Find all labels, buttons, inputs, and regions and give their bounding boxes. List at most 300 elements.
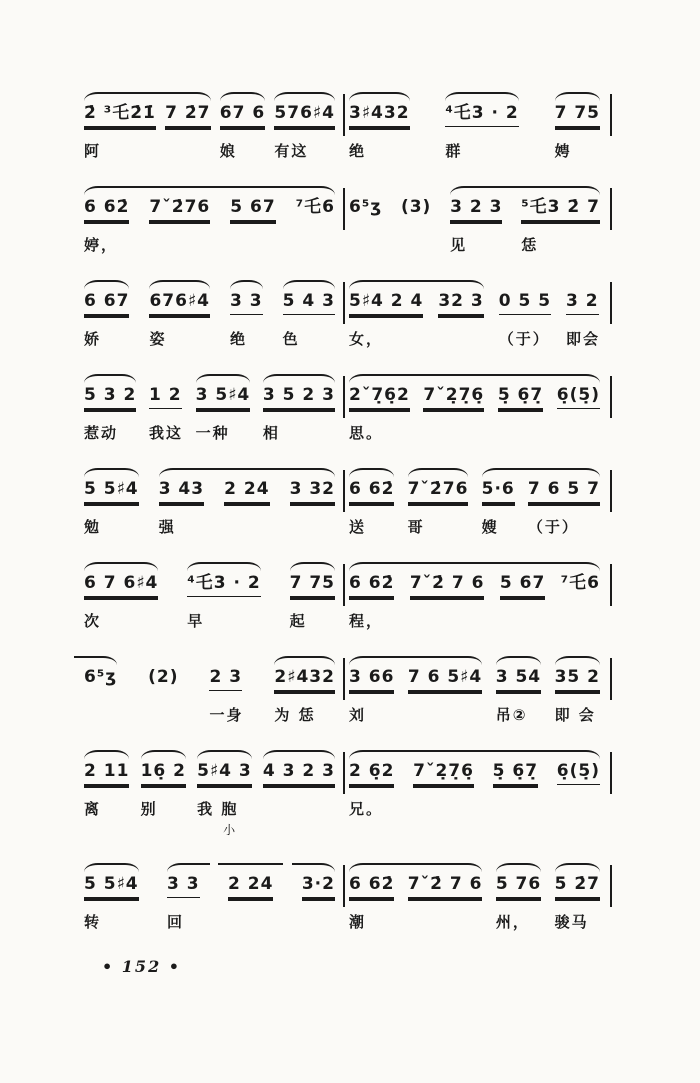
slur-arc [555,92,600,101]
note-text: 6 62̇ [349,478,394,503]
note-text: 5̣ 6̣7̣ [493,760,538,785]
note-group [493,750,538,816]
note-group [445,92,518,161]
score-line [84,92,612,161]
note-group [196,374,251,443]
note-text: 5 67 [230,196,275,221]
slur-arc [74,656,117,665]
slur-spacer [566,280,600,289]
note-group [263,374,335,443]
note-group [84,468,139,537]
lyric-text: 早 [187,612,205,630]
note-text: 3 43 [159,478,204,503]
note-text: 6⁵ʒ [84,667,118,687]
note-text: 7ˇ2̇76 [408,478,469,503]
note-text: 7 75 [290,572,335,597]
note-group [84,863,139,932]
lyric-text: 见 [450,236,468,254]
slur-arc [286,186,335,195]
note-text: 3 2 3 [450,196,502,221]
slur-arc [413,374,494,383]
note-group [84,186,129,255]
barline [610,564,612,606]
note-text: 676♯4 [149,290,210,315]
note-group [159,468,204,537]
note-text: 2 24 [228,873,273,898]
lyric-text: 送 [349,518,367,536]
lyric-text: 一身 [209,706,244,724]
note-text: 7 2̇7 [165,102,210,127]
slur-arc [187,562,260,571]
note-text: 3 5 2 3 [263,384,335,409]
lyric-text: 我这 [148,424,183,442]
barline [610,282,612,324]
note-group [84,92,156,161]
note-group [224,468,269,534]
lyric-text: 州， [495,913,530,931]
note-text: 7ˇ2̇76 [149,196,210,221]
slur-arc [84,92,166,101]
measure [349,656,600,725]
slur-arc [196,374,251,383]
note-group [349,468,394,537]
note-group [499,280,551,349]
note-text: ⁷乇6 [295,197,335,217]
lyric-text: 相 [262,424,280,442]
barline [343,865,345,907]
slur-arc [84,186,139,195]
slur-arc [349,863,404,872]
measure [349,280,600,349]
note-text: 6̣(5̣) [557,760,600,785]
note-group [349,280,423,349]
lyric-text: 有这 [274,142,309,160]
measure [84,468,335,537]
note-group [496,656,541,725]
slur-arc [551,562,600,571]
measure [84,186,335,255]
slur-arc [450,186,512,195]
measure [349,863,600,932]
measure [84,656,335,725]
note-text: 2♯432 [274,666,335,691]
lyric-text: 嫂 [481,518,499,536]
slur-arc [349,468,394,477]
slur-arc [274,656,335,665]
slur-arc [349,656,404,665]
slur-arc [408,468,469,477]
note-group [187,562,260,631]
note-text: 2 11 [84,760,129,785]
lyric-text: 程， [349,612,384,630]
note-group [165,92,210,158]
note-text: ⁵乇3 2̇ 7 [521,196,600,221]
score-line [84,863,612,932]
slur-arc [398,863,483,872]
note-text: 6̣(5̣) [557,384,600,409]
note-text: 7ˇ2̣7̣6̣ [413,760,474,785]
barline [343,188,345,230]
lyric-text: 思。 [349,424,384,442]
barline [343,376,345,418]
note-text: 5·6 [482,478,515,503]
slur-arc [547,750,600,759]
note-group [413,750,474,816]
slur-arc [220,186,285,195]
slur-arc [428,280,483,289]
slur-spacer [349,186,382,195]
lyric-text: 我 胞 [197,800,239,818]
note-text: 6⁵ʒ [349,197,383,217]
barline [343,94,345,136]
note-text: 576♯4 [274,102,335,127]
note-group [555,92,600,161]
note-group [274,92,335,161]
note-group [555,863,600,932]
lyric-text: 离 [84,800,102,818]
note-group [349,92,410,161]
lyric-text: 群 [445,142,463,160]
slur-arc [445,92,518,101]
note-text: 7 75 [555,102,600,127]
note-group [482,468,515,537]
measure [349,562,600,631]
note-group [349,863,394,932]
slur-arc [488,374,553,383]
lyric-text: 绝 [349,142,367,160]
slur-arc [167,863,210,872]
note-group [500,562,545,628]
note-group [401,186,431,251]
note-text: 3 5♯4 [196,384,251,409]
note-text: 5 2̇7 [555,873,600,898]
barline [343,564,345,606]
note-text: 0 5 5 [499,290,551,315]
slur-arc [197,750,252,759]
slur-arc [220,92,265,101]
note-group [349,656,394,725]
lyric-text: 阿 [84,142,102,160]
note-group [349,374,410,443]
slur-spacer [148,656,178,665]
note-group [209,656,243,725]
slur-arc [511,186,600,195]
lyric-text: 强 [158,518,176,536]
note-group [148,656,178,721]
lyric-text: 恁 [521,236,539,254]
note-group [84,280,129,349]
lyric-text: 惹动 [84,424,119,442]
slur-arc [280,468,335,477]
slur-arc [230,280,263,289]
note-group [349,750,394,819]
note-text: 2̇ ³乇2̇1̇ [84,102,156,127]
barline [610,865,612,907]
note-text: 5 5♯4 [84,873,139,898]
slur-arc [398,656,482,665]
lyric-text: 娉 [554,142,572,160]
slur-arc [274,92,335,101]
note-group [498,374,543,440]
note-group [450,186,502,255]
note-group [283,280,335,349]
note-text: 67 6 [220,102,265,127]
slur-arc [547,374,600,383]
measure [84,374,335,443]
note-group [296,186,335,251]
slur-arc [84,468,139,477]
note-group [84,562,158,631]
slur-arc [84,750,129,759]
slur-arc [555,656,600,665]
slur-arc [139,186,220,195]
note-group [408,468,469,537]
slur-arc [349,374,420,383]
barline [343,470,345,512]
slur-arc [159,468,214,477]
note-group [521,186,600,255]
lyric-text: 刘 [349,706,367,724]
lyric-text: 回 [167,913,185,931]
note-group [149,186,210,252]
slur-spacer [401,186,431,195]
note-text: 2 24 [224,478,269,503]
note-text: (3) [400,197,432,217]
note-group [561,562,600,627]
note-text: 5♯4 2 4 [349,290,423,315]
note-group [228,863,273,929]
lyric-text: （于） [527,518,579,536]
note-group [84,656,117,721]
note-group [167,863,200,932]
note-group [496,863,541,932]
score-line [84,374,612,443]
note-group [141,750,186,819]
note-text: (2) [148,667,179,687]
note-text: ⁴乇3 · 2 [445,102,518,127]
note-group [263,750,335,816]
measure [84,280,335,349]
slur-arc [490,562,555,571]
slur-arc [400,562,495,571]
lyric-text: 娘 [219,142,237,160]
barline [610,188,612,230]
slur-spacer [499,280,551,289]
note-group [230,280,263,349]
note-group [197,750,252,838]
note-text: 5̣ 6̣7̣ [498,384,543,409]
slur-arc [263,374,335,383]
barline [343,752,345,794]
score-line [84,468,612,537]
note-text: 2ˇ7̣6̣2 [349,384,410,409]
note-group [555,656,600,725]
barline [610,752,612,794]
barline [610,376,612,418]
lyric-text: （于） [498,330,550,348]
note-text: 3♯432 [349,102,410,127]
slur-arc [263,750,335,759]
lyric-text: 女， [349,330,384,348]
measure [349,374,600,443]
lyric-text: 绝 [230,330,248,348]
note-group [274,656,335,725]
note-text: 6 67 [84,290,129,315]
lyric-text: 一种 [195,424,230,442]
barline [610,658,612,700]
slur-arc [84,374,136,383]
note-text: 3·2 [302,873,335,898]
measure [84,750,335,838]
slur-arc [349,562,404,571]
note-group [290,468,335,534]
note-text: 7ˇ2̣7̣6̣ [423,384,484,409]
lyric-text: 色 [282,330,300,348]
slur-arc [214,468,279,477]
slur-arc [290,562,335,571]
note-group [566,280,600,349]
note-group [423,374,484,440]
slur-arc [84,863,139,872]
note-text: 3 3 [167,873,200,898]
slur-arc [518,468,600,477]
slur-arc [218,863,283,872]
barline [610,94,612,136]
note-text: 7ˇ2̇ 7 6 [410,572,485,597]
note-group [528,468,600,537]
note-text: 5 67 [500,572,545,597]
slur-arc [292,863,335,872]
measure [349,468,600,537]
lyric-text: 骏马 [554,913,589,931]
note-group [290,562,335,631]
note-text: 1 2 [149,384,182,409]
note-group [149,280,210,349]
slur-arc [141,750,186,759]
slur-arc [283,280,335,289]
note-group [408,863,483,929]
note-text: 4 3 2 3 [263,760,335,785]
lyric-text: 姿 [149,330,167,348]
note-text: 5 76 [496,873,541,898]
note-group [557,750,600,816]
score-line [84,186,612,255]
note-text: 32 3 [438,290,483,315]
note-text: 3 66 [349,666,394,691]
slur-arc [403,750,484,759]
note-text: 3 3 [230,290,263,315]
note-group [557,374,600,440]
lyric-text: 起 [289,612,307,630]
score-line [84,280,612,349]
slur-arc [349,92,410,101]
note-group [408,656,482,722]
note-text: 6 62̇ [84,196,129,221]
page-number: • 152 • [102,957,181,976]
measure [84,562,335,631]
note-text: 3 32 [290,478,335,503]
measure [349,92,600,161]
slur-arc [84,562,158,571]
slur-arc [349,280,433,289]
note-text: 6 62̇ [349,873,394,898]
barline [343,658,345,700]
note-text: 7ˇ2̇ 7 6 [408,873,483,898]
note-text: 7 6 5♯4 [408,666,482,691]
note-text: 6 62̇ [349,572,394,597]
lyric-text: 即会 [565,330,600,348]
barline [343,282,345,324]
note-group [410,562,485,628]
note-group [84,374,136,443]
note-text: 2 3 [209,666,242,691]
lyric-text: 即 会 [554,706,596,724]
note-text: 3 2 [566,290,599,315]
lyric-text: 哥 [407,518,425,536]
score-line [84,562,612,631]
note-text: 5 4 3 [283,290,335,315]
slur-arc [483,750,548,759]
slur-arc [155,92,210,101]
slur-arc [496,863,541,872]
slur-arc [555,863,600,872]
note-text: ⁷乇6 [560,573,600,593]
note-group [349,562,394,631]
lyric-text: 娇 [84,330,102,348]
note-text: 5 3 2 [84,384,136,409]
note-text: 5 5♯4 [84,478,139,503]
lyric-text: 潮 [349,913,367,931]
slur-arc [349,750,404,759]
slur-arc [84,280,129,289]
barline [610,470,612,512]
slur-arc [496,656,541,665]
lyric-text: 为 恁 [274,706,316,724]
measure [349,186,600,255]
slur-spacer [149,374,183,383]
lyric-text: 婷， [84,236,119,254]
note-group [84,750,129,819]
lyric-text: 兄。 [349,800,384,818]
note-text: 6 7 6♯4 [84,572,158,597]
measure [84,863,335,932]
note-text: 2 6̣2 [349,760,394,785]
lyric-annotation: 小 [223,823,236,837]
lyric-text: 吊② [495,706,528,724]
note-text: ⁴乇3 · 2 [187,572,260,597]
note-group [220,92,265,161]
score-line [84,750,612,838]
note-text: 7 6 5 7 [528,478,600,503]
lyric-text: 勉 [84,518,102,536]
lyric-text: 转 [84,913,102,931]
note-group [149,374,183,443]
slur-spacer [209,656,243,665]
lyric-text: 次 [84,612,102,630]
measure [349,750,600,819]
note-text: 35 2 [555,666,600,691]
note-group [230,186,275,252]
measure [84,92,335,161]
lyric-text: 别 [140,800,158,818]
note-group [302,863,335,929]
score-area [84,92,612,932]
note-text: 5♯4 3 [197,760,252,785]
score-line [84,656,612,725]
slur-arc [149,280,210,289]
note-group [349,186,382,251]
note-text: 3 54 [496,666,541,691]
